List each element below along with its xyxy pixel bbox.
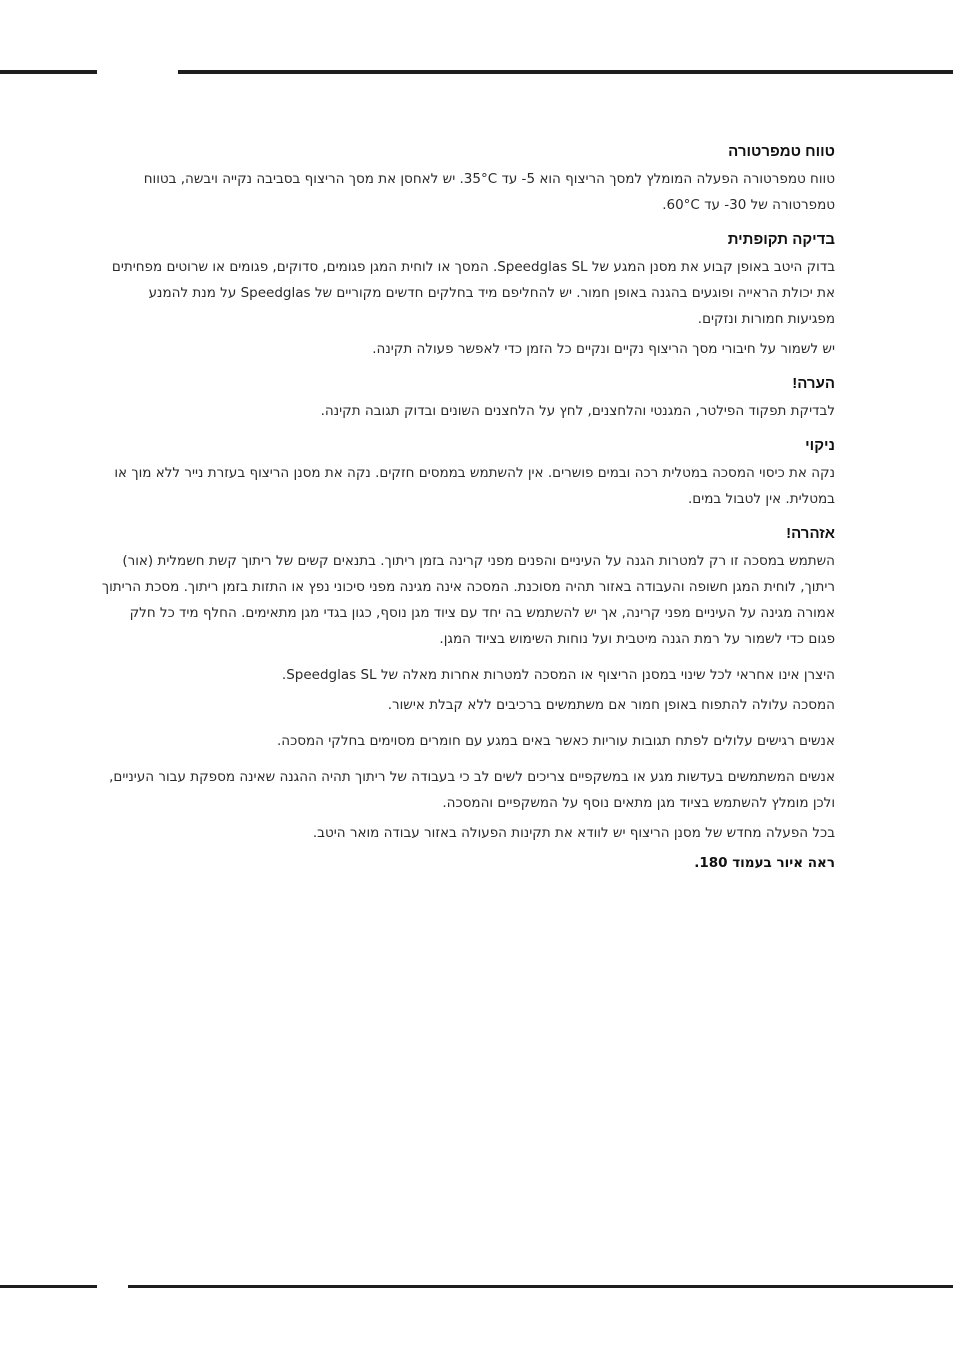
section-heading: טווח טמפרטורה — [728, 143, 835, 160]
section-warning-glasses — [100, 764, 835, 876]
page-content — [100, 138, 835, 884]
section-periodic-inspection — [100, 226, 835, 362]
section-cleaning — [100, 432, 835, 512]
bottom-rule-left — [0, 1285, 97, 1288]
section-paragraph: נקה את כיסוי המסכה במטלית רכה ובמים פושרים. אין להשתמש בממסים חזקים. נקה את מסנן הריצוף בעזרת נייר ללא מוך או במטלית. אין לטבול במים. — [114, 465, 835, 507]
section-paragraph: טווח טמפרטורה הפעלה המומלץ למסך הריצוף הוא 5- עד 35°C. יש לאחסן את מסך הריצוף בסביבה נקייה ויבשה, בטווח טמפרטורה של 30- עד 60°C. — [143, 171, 835, 213]
section-paragraph: השתמש במסכה זו רק למטרות הגנה על העיניים והפנים מפני קרינה בזמן ריתוך. בתנאים קשים של ריתוך קשת חשמלית (אור) ריתוך, לוחית המגן חשופה והעבודה באזור תהיה מסוכנת. המסכה אינה מגינה מפני סיכוני נפץ או התזות בזמן ריתוך. מסכת הריתוך אמורה מגינה על העיניים מפני קרינה, אך יש להשתמש בה יחד עם ציוד מגן נוסף, כגון בגדי מגן מתאימים. החלף מיד כל חלק פגום כדי לשמור על רמת הגנה מיטבית ועל נוחות השימוש בציוד המגן. — [101, 553, 835, 647]
bottom-rule-right — [128, 1285, 953, 1288]
section-note — [100, 370, 835, 424]
top-rule-right — [178, 70, 953, 74]
section-paragraph: המסכה עלולה להתפוח באופן חמור אם משתמשים ברכיבים ללא קבלת אישור. — [387, 697, 835, 713]
section-warning-manufacturer — [100, 662, 835, 718]
section-paragraph: יש לשמור על חיבורי מסך הריצוף נקיים ונקיים כל הזמן כדי לאפשר פעולה תקינה. — [372, 341, 835, 357]
section-paragraph: בדוק היטב באופן קבוע את מסנן המגע של Speedglas SL. המסך או לוחית המגן פגומים, סדוקים, פגומים או שרוטים מפחיתים את יכולת הראייה ופוגעים בהגנה באופן חמור. יש להחליפם מיד בחלקים חדשים מקוריים של Speedglas על מנת להמנע מפגיעות חמורות ונזקים. — [111, 259, 835, 327]
section-paragraph: לבדיקת תפקוד הפילטר, המגנטי והלחצנים, לחץ על הלחצנים השונים ובדוק תגובה תקינה. — [320, 403, 835, 419]
section-heading: הערה! — [792, 375, 835, 392]
section-heading: ניקוי — [805, 437, 835, 454]
section-heading: אזהרה! — [786, 525, 835, 542]
figure-reference: ראה איור בעמוד 180. — [694, 855, 835, 871]
section-warning-skin — [100, 728, 835, 754]
section-paragraph: אנשים רגישים עלולים לפתח תגובות עוריות כאשר באים במגע עם חומרים מסוימים בחלקי המסכה. — [276, 733, 835, 749]
section-paragraph: אנשים המשתמשים בעדשות מגע או במשקפיים צריכים לשים לב כי בעבודה של ריתוך תהיה ההגנה שאינה מספקת עבור העיניים, ולכן מומלץ להשתמש בציוד מגן מתאים נוסף על המשקפיים והמסכה. — [109, 769, 835, 811]
section-temperature-range — [100, 138, 835, 218]
section-heading: בדיקה תקופתית — [727, 231, 835, 248]
section-warning — [100, 520, 835, 652]
section-paragraph: בכל הפעלה מחדש של מסנן הריצוף יש לוודא את תקינות הפעולה באזור עבודה מואר היטב. — [312, 825, 835, 841]
section-paragraph: היצרן אינו אחראי לכל שינוי במסנן הריצוף או המסכה למטרות אחרות מאלה של Speedglas SL. — [281, 667, 835, 683]
top-rule-left — [0, 70, 97, 74]
